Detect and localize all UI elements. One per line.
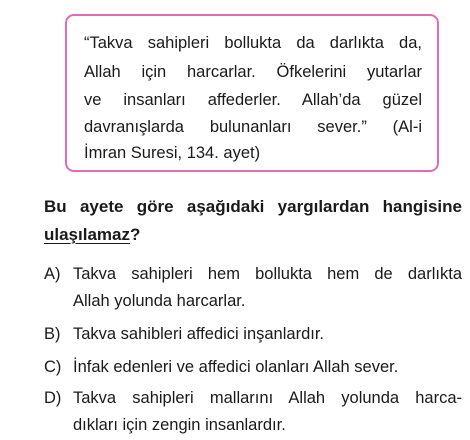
option-b-text: Takva sahibleri affedici inşanlardır. [73, 325, 324, 343]
option-d-text: dıkları için zengin insanlardır. [73, 416, 286, 434]
option-d-text: Takva sahipleri mallarını Allah yolunda harca- [73, 389, 462, 407]
option-a-letter: A) [44, 265, 61, 283]
option-a-text: Takva sahipleri hem bollukta hem de darlıkta [73, 265, 462, 283]
question-text: Bu ayete göre aşağıdaki yargılardan hangisine [44, 197, 462, 216]
question-emphasis: ulaşılamaz [44, 225, 130, 244]
quote-line: ve insanları affederler. Allah’da güzel [84, 91, 422, 109]
question-emphasis-line [44, 225, 462, 245]
option-b-letter: B) [44, 325, 61, 343]
option-c-text: İnfak edenleri ve affedici olanları Allah sever. [73, 358, 399, 376]
option-d-letter: D) [44, 389, 62, 407]
quote-line: “Takva sahipleri bollukta da darlıkta da, [84, 34, 422, 52]
quote-line: Allah için harcarlar. Öfkelerini yutarlar [84, 63, 422, 81]
question-mark: ? [130, 225, 141, 244]
quote-line: davranışlarda bulunanları sever.” (Al-i [84, 118, 422, 136]
quote-line: İmran Suresi, 134. ayet) [84, 144, 261, 162]
option-a-text: Allah yolunda harcarlar. [73, 292, 246, 310]
option-c-letter: C) [44, 358, 62, 376]
